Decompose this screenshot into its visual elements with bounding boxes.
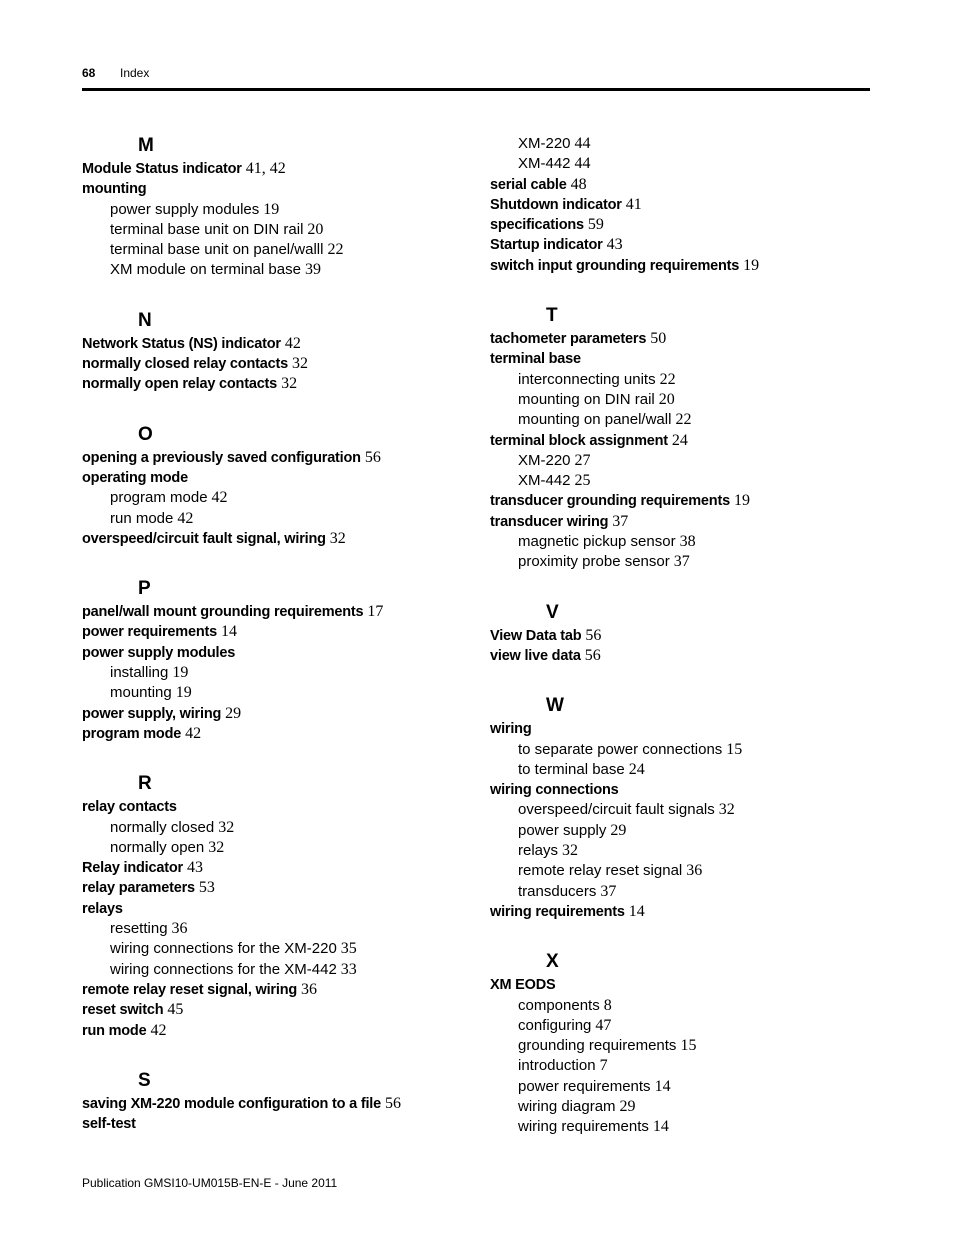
index-subentry bbox=[82, 838, 472, 858]
page-ref: 32 bbox=[281, 375, 298, 393]
page-ref: 32 bbox=[218, 818, 235, 836]
index-subentry bbox=[82, 663, 472, 683]
index-subentry bbox=[490, 390, 890, 410]
index-term: terminal block assignment bbox=[490, 432, 668, 449]
page-ref: 32 bbox=[329, 529, 346, 547]
index-term: normally open relay contacts bbox=[82, 376, 278, 393]
index-entry bbox=[490, 780, 890, 800]
page-ref: 45 bbox=[167, 1001, 184, 1019]
page-ref: 36 bbox=[171, 920, 188, 938]
section-gap bbox=[490, 666, 890, 694]
section-letter: N bbox=[138, 309, 152, 331]
page-ref: 39 bbox=[304, 261, 321, 279]
section-letter: P bbox=[138, 578, 151, 600]
page-ref: 42 bbox=[284, 334, 301, 352]
page-ref: 59 bbox=[587, 216, 604, 234]
page-ref: 44 bbox=[574, 155, 591, 173]
index-entry bbox=[490, 626, 890, 646]
section-letter: M bbox=[138, 135, 154, 156]
subentry-text: power supply bbox=[518, 821, 607, 839]
page-ref: 42 bbox=[150, 1021, 167, 1039]
index-subentry bbox=[490, 740, 890, 760]
index-entry bbox=[82, 159, 472, 179]
index-subentry bbox=[82, 939, 472, 959]
index-term: wiring requirements bbox=[490, 903, 625, 920]
page-ref: 56 bbox=[364, 448, 381, 466]
subentry-text: relays bbox=[518, 842, 559, 860]
subentry-text: XM-220 bbox=[518, 135, 571, 152]
index-subentry bbox=[82, 200, 472, 220]
page-ref: 29 bbox=[619, 1097, 636, 1115]
page-ref: 14 bbox=[221, 623, 237, 641]
page-ref: 33 bbox=[340, 960, 357, 978]
index-section bbox=[490, 950, 890, 1137]
index-entry bbox=[490, 512, 890, 532]
page-ref: 14 bbox=[654, 1077, 671, 1095]
index-term: View Data tab bbox=[490, 627, 582, 644]
subentry-text: grounding requirements bbox=[518, 1037, 677, 1055]
index-entry bbox=[82, 1021, 472, 1041]
page-ref: 48 bbox=[570, 175, 587, 193]
page-ref: 19 bbox=[175, 684, 192, 702]
page-ref: 42 bbox=[177, 509, 194, 527]
index-subentry bbox=[82, 509, 472, 529]
subentry-text: wiring requirements bbox=[518, 1118, 649, 1136]
subentry-text: run mode bbox=[110, 509, 174, 527]
page-ref: 42 bbox=[211, 489, 228, 507]
page-ref: 50 bbox=[650, 330, 667, 348]
subentry-text: to terminal base bbox=[518, 760, 625, 778]
section-letter: W bbox=[546, 695, 564, 717]
index-entry bbox=[82, 643, 472, 663]
index-entry bbox=[82, 899, 472, 919]
section-letter: O bbox=[138, 423, 153, 445]
page-ref: 22 bbox=[327, 241, 344, 259]
section-gap bbox=[82, 395, 472, 423]
index-term: serial cable bbox=[490, 176, 567, 193]
index-term: reset switch bbox=[82, 1002, 164, 1019]
index-subentry bbox=[490, 552, 890, 572]
running-header: Index bbox=[120, 66, 150, 80]
index-term: mounting bbox=[82, 181, 147, 198]
index-entry bbox=[490, 491, 890, 511]
page-ref: 56 bbox=[584, 646, 601, 664]
index-subentry bbox=[490, 821, 890, 841]
index-subentry bbox=[490, 1056, 890, 1076]
index-term: run mode bbox=[82, 1022, 147, 1039]
index-section bbox=[490, 134, 890, 276]
index-term: transducer grounding requirements bbox=[490, 493, 730, 510]
publication-footer: Publication GMSI10-UM015B-EN-E - June 2011 bbox=[82, 1176, 338, 1190]
index-subentry bbox=[490, 800, 890, 820]
page-ref: 14 bbox=[628, 902, 645, 920]
index-term: Network Status (NS) indicator bbox=[82, 335, 281, 352]
index-term: Module Status indicator bbox=[82, 161, 242, 177]
index-subentry bbox=[82, 919, 472, 939]
index-entry bbox=[82, 1000, 472, 1020]
index-term: wiring bbox=[490, 721, 532, 738]
page-ref: 19 bbox=[172, 664, 189, 682]
index-entry bbox=[490, 902, 890, 922]
index-section bbox=[82, 772, 472, 1041]
index-section bbox=[82, 423, 472, 549]
index-column-left bbox=[82, 134, 472, 1134]
index-term: relays bbox=[82, 900, 123, 917]
page-ref: 29 bbox=[225, 704, 242, 722]
page-ref: 8 bbox=[603, 996, 612, 1014]
subentry-text: XM module on terminal base bbox=[110, 261, 301, 279]
index-term: transducer wiring bbox=[490, 513, 609, 530]
subentry-text: power requirements bbox=[518, 1077, 651, 1095]
section-gap bbox=[490, 573, 890, 601]
page-ref: 42 bbox=[185, 724, 202, 742]
subentry-text: wiring connections for the XM-220 bbox=[110, 940, 337, 958]
subentry-text: terminal base unit on DIN rail bbox=[110, 220, 304, 238]
page-ref: 20 bbox=[307, 220, 324, 238]
index-term: tachometer parameters bbox=[490, 331, 647, 348]
index-entry bbox=[82, 529, 472, 549]
page-ref: 22 bbox=[659, 370, 676, 388]
index-term: power supply modules bbox=[82, 644, 236, 661]
index-subentry bbox=[490, 451, 890, 471]
page-ref: 32 bbox=[718, 801, 735, 819]
index-section bbox=[82, 577, 472, 744]
index-entry bbox=[82, 602, 472, 622]
index-subentry bbox=[490, 154, 890, 174]
index-subentry bbox=[490, 1036, 890, 1056]
subentry-text: normally open bbox=[110, 838, 205, 856]
page-ref: 22 bbox=[675, 411, 692, 429]
index-subentry bbox=[490, 532, 890, 552]
index-section bbox=[490, 694, 890, 922]
index-entry bbox=[490, 235, 890, 255]
index-subentry bbox=[82, 488, 472, 508]
index-subentry bbox=[490, 1016, 890, 1036]
index-term: normally closed relay contacts bbox=[82, 356, 288, 373]
index-term: XM EODS bbox=[490, 977, 556, 994]
index-entry bbox=[490, 175, 890, 195]
index-entry bbox=[490, 719, 890, 739]
page-ref: 25 bbox=[574, 472, 591, 490]
page-ref: 44 bbox=[574, 135, 591, 152]
index-entry bbox=[82, 354, 472, 374]
subentry-text: mounting bbox=[110, 684, 172, 702]
section-letter: T bbox=[546, 305, 558, 327]
page-ref: 29 bbox=[610, 821, 627, 839]
index-entry bbox=[82, 448, 472, 468]
page-ref: 37 bbox=[673, 553, 690, 571]
index-section bbox=[490, 601, 890, 667]
index-subentry bbox=[82, 960, 472, 980]
subentry-text: wiring connections for the XM-442 bbox=[110, 960, 337, 978]
page-ref: 43 bbox=[186, 859, 203, 877]
subentry-text: proximity probe sensor bbox=[518, 553, 670, 571]
index-entry bbox=[82, 878, 472, 898]
page-ref: 27 bbox=[574, 451, 591, 469]
index-term: remote relay reset signal, wiring bbox=[82, 981, 298, 998]
index-subentry bbox=[490, 370, 890, 390]
subentry-text: resetting bbox=[110, 920, 168, 938]
subentry-text: normally closed bbox=[110, 818, 215, 836]
section-letter: S bbox=[138, 1069, 151, 1091]
index-subentry bbox=[82, 240, 472, 260]
index-term: power supply, wiring bbox=[82, 705, 222, 722]
index-subentry bbox=[490, 1117, 890, 1137]
subentry-text: components bbox=[518, 996, 600, 1014]
page-ref: 37 bbox=[600, 882, 617, 900]
section-letter: R bbox=[138, 773, 152, 795]
subentry-text: magnetic pickup sensor bbox=[518, 533, 676, 551]
section-gap bbox=[82, 744, 472, 772]
page-ref: 41, 42 bbox=[245, 160, 286, 177]
page-ref: 17 bbox=[367, 603, 384, 621]
index-entry bbox=[82, 724, 472, 744]
subentry-text: configuring bbox=[518, 1016, 592, 1034]
header-rule bbox=[82, 88, 870, 91]
page-ref: 47 bbox=[595, 1016, 612, 1034]
subentry-text: terminal base unit on panel/walll bbox=[110, 241, 324, 259]
index-section bbox=[82, 134, 472, 281]
page-ref: 53 bbox=[198, 879, 215, 897]
index-entry bbox=[490, 215, 890, 235]
index-term: operating mode bbox=[82, 469, 188, 486]
page-ref: 19 bbox=[263, 200, 280, 218]
subentry-text: installing bbox=[110, 664, 169, 682]
index-term: power requirements bbox=[82, 624, 217, 641]
index-entry bbox=[82, 468, 472, 488]
page-ref: 37 bbox=[612, 512, 629, 530]
section-gap bbox=[82, 1041, 472, 1069]
index-term: relay contacts bbox=[82, 799, 177, 816]
index-subentry bbox=[490, 410, 890, 430]
index-section bbox=[82, 1069, 472, 1135]
page-ref: 19 bbox=[743, 256, 760, 274]
index-term: specifications bbox=[490, 217, 584, 234]
subentry-text: mounting on panel/wall bbox=[518, 411, 672, 429]
index-term: saving XM-220 module configuration to a file bbox=[82, 1095, 381, 1112]
subentry-text: wiring diagram bbox=[518, 1097, 616, 1115]
index-entry bbox=[82, 704, 472, 724]
page-ref: 24 bbox=[671, 431, 688, 449]
index-entry bbox=[82, 374, 472, 394]
index-term: self-test bbox=[82, 1116, 136, 1133]
index-entry bbox=[82, 622, 472, 642]
page-ref: 24 bbox=[628, 760, 645, 778]
index-entry bbox=[82, 1114, 472, 1134]
section-gap bbox=[490, 276, 890, 304]
index-entry bbox=[490, 975, 890, 995]
page-ref: 32 bbox=[208, 838, 225, 856]
subentry-text: program mode bbox=[110, 489, 208, 507]
index-entry bbox=[82, 334, 472, 354]
page-ref: 56 bbox=[384, 1094, 401, 1112]
page-ref: 43 bbox=[606, 236, 623, 254]
page-ref: 32 bbox=[562, 842, 579, 860]
index-subentry bbox=[490, 1097, 890, 1117]
index-entry bbox=[490, 431, 890, 451]
index-entry bbox=[82, 980, 472, 1000]
index-subentry bbox=[490, 1077, 890, 1097]
page-ref: 15 bbox=[680, 1037, 697, 1055]
index-subentry bbox=[490, 760, 890, 780]
index-term: Shutdown indicator bbox=[490, 196, 622, 213]
page-ref: 7 bbox=[599, 1057, 608, 1075]
page-ref: 41 bbox=[625, 195, 642, 213]
index-term: terminal base bbox=[490, 351, 581, 368]
section-letter: X bbox=[546, 951, 559, 973]
section-gap bbox=[82, 549, 472, 577]
index-subentry bbox=[490, 996, 890, 1016]
index-subentry bbox=[82, 683, 472, 703]
subentry-text: power supply modules bbox=[110, 200, 260, 218]
index-subentry bbox=[490, 861, 890, 881]
index-subentry bbox=[82, 818, 472, 838]
subentry-text: transducers bbox=[518, 882, 597, 900]
index-section bbox=[490, 304, 890, 573]
section-letter: V bbox=[546, 601, 559, 623]
index-subentry bbox=[490, 134, 890, 154]
index-term: switch input grounding requirements bbox=[490, 257, 740, 274]
subentry-text: XM-220 bbox=[518, 451, 571, 469]
page-ref: 14 bbox=[652, 1118, 669, 1136]
index-term: Relay indicator bbox=[82, 860, 183, 877]
index-subentry bbox=[82, 220, 472, 240]
index-term: opening a previously saved configuration bbox=[82, 449, 361, 466]
index-term: relay parameters bbox=[82, 880, 195, 897]
index-section bbox=[82, 309, 472, 395]
page-ref: 19 bbox=[733, 492, 750, 510]
index-subentry bbox=[82, 260, 472, 280]
subentry-text: remote relay reset signal bbox=[518, 862, 683, 880]
subentry-text: introduction bbox=[518, 1057, 596, 1075]
index-entry bbox=[82, 797, 472, 817]
index-term: view live data bbox=[490, 647, 581, 664]
page-number: 68 bbox=[82, 66, 96, 80]
page-ref: 35 bbox=[340, 940, 357, 958]
index-entry bbox=[490, 195, 890, 215]
index-term: wiring connections bbox=[490, 782, 619, 799]
section-gap bbox=[82, 281, 472, 309]
index-entry bbox=[82, 1094, 472, 1114]
index-term: program mode bbox=[82, 725, 182, 742]
page-ref: 36 bbox=[686, 862, 703, 880]
subentry-text: XM-442 bbox=[518, 472, 571, 490]
subentry-text: XM-442 bbox=[518, 155, 571, 173]
index-subentry bbox=[490, 882, 890, 902]
index-entry bbox=[490, 646, 890, 666]
page-ref: 15 bbox=[726, 740, 743, 758]
page-ref: 56 bbox=[585, 626, 602, 644]
index-column-right bbox=[490, 134, 890, 1138]
index-term: panel/wall mount grounding requirements bbox=[82, 604, 364, 621]
section-gap bbox=[490, 922, 890, 950]
index-term: Startup indicator bbox=[490, 237, 603, 254]
index-subentry bbox=[490, 841, 890, 861]
page-ref: 20 bbox=[658, 390, 675, 408]
subentry-text: to separate power connections bbox=[518, 740, 723, 758]
page-ref: 38 bbox=[679, 533, 696, 551]
index-entry bbox=[82, 858, 472, 878]
index-subentry bbox=[490, 471, 890, 491]
page-ref: 36 bbox=[301, 980, 318, 998]
subentry-text: interconnecting units bbox=[518, 370, 656, 388]
subentry-text: mounting on DIN rail bbox=[518, 390, 655, 408]
index-entry bbox=[490, 349, 890, 369]
index-entry bbox=[490, 329, 890, 349]
page-ref: 32 bbox=[291, 355, 308, 373]
index-term: overspeed/circuit fault signal, wiring bbox=[82, 530, 326, 547]
subentry-text: overspeed/circuit fault signals bbox=[518, 801, 715, 819]
index-entry bbox=[490, 256, 890, 276]
index-entry bbox=[82, 179, 472, 199]
